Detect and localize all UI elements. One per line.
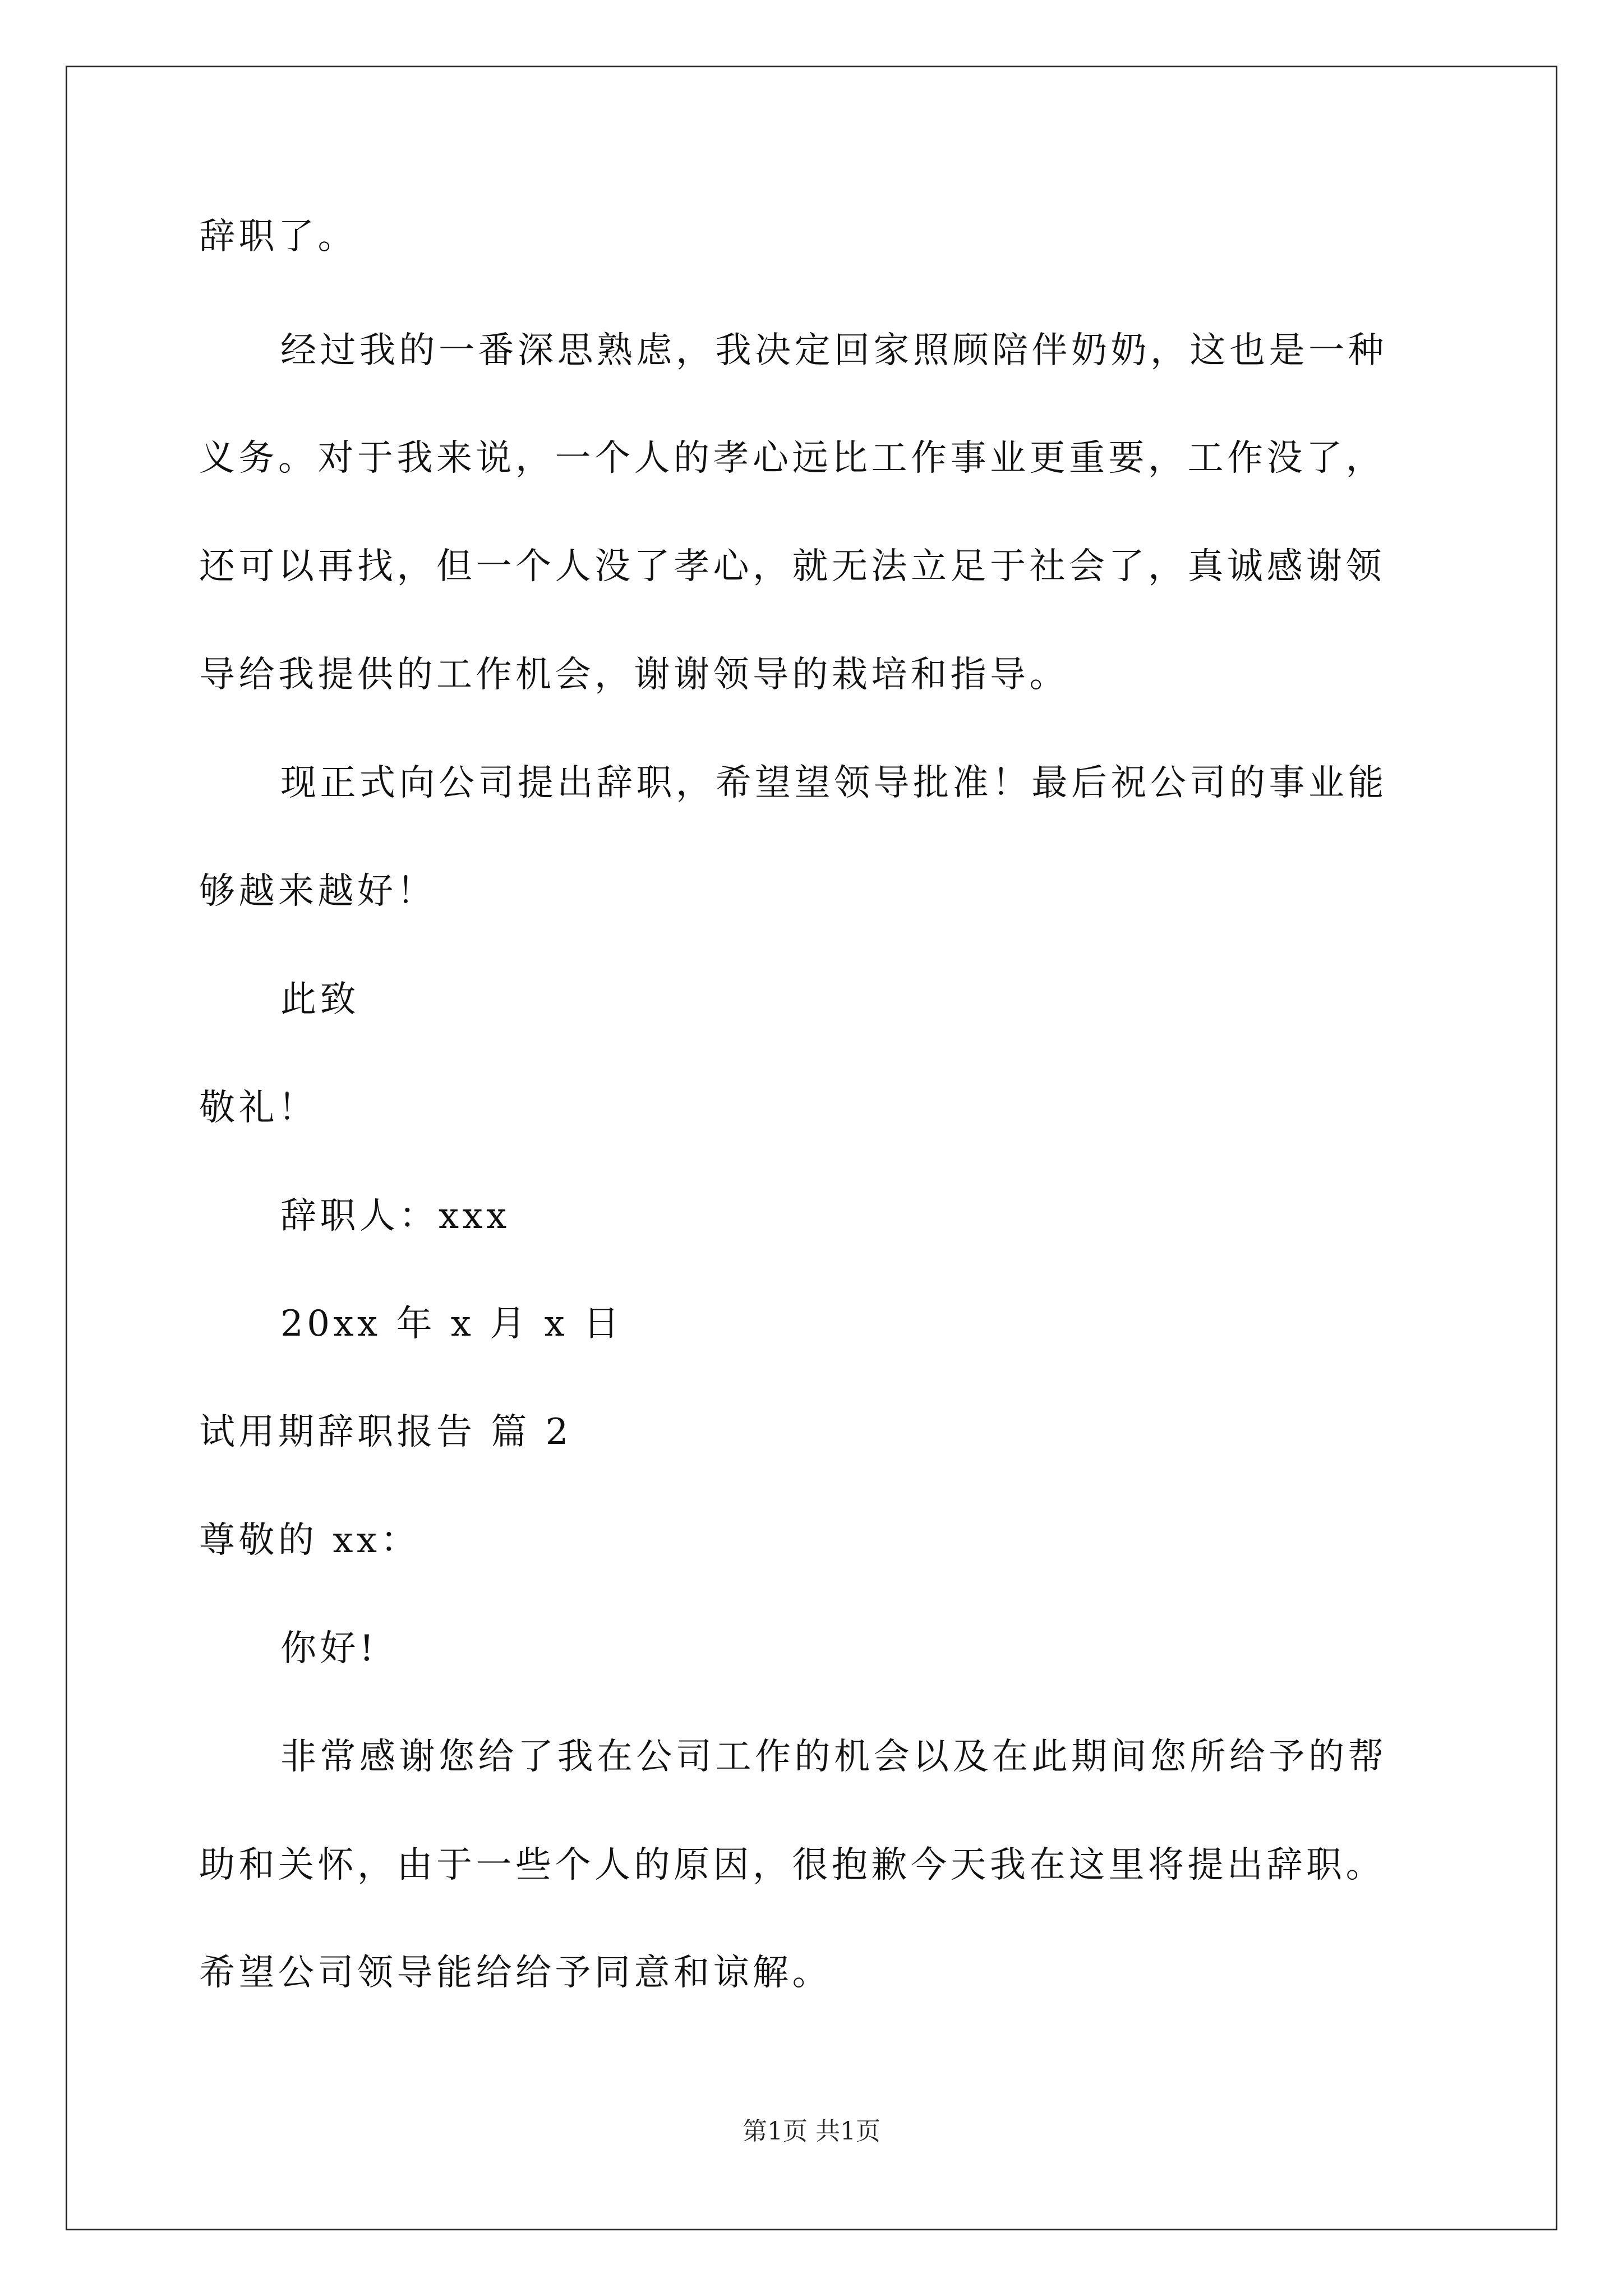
text-line-7: 够越来越好！: [199, 871, 436, 912]
page-border: [66, 66, 1557, 2230]
closing-respect: 敬礼！: [199, 1087, 318, 1129]
text-line-2: 经过我的一番深思熟虑，我决定回家照顾陪伴奶奶，这也是一种: [280, 330, 1387, 371]
text-line-4: 还可以再找，但一个人没了孝心，就无法立足于社会了，真诚感谢领: [199, 546, 1385, 587]
text-line-1: 辞职了。: [199, 216, 357, 257]
signature-line: 辞职人：xxx: [280, 1195, 510, 1237]
text-line-16: 助和关怀，由于一些个人的原因，很抱歉今天我在这里将提出辞职。: [199, 1844, 1385, 1886]
text-line-5: 导给我提供的工作机会，谢谢领导的栽培和指导。: [199, 654, 1069, 696]
date-line: 20xx 年 x 月 x 日: [280, 1303, 623, 1345]
text-line-15: 非常感谢您给了我在公司工作的机会以及在此期间您所给予的帮: [280, 1736, 1387, 1778]
section-heading: 试用期辞职报告 篇 2: [199, 1411, 572, 1453]
text-line-6: 现正式向公司提出辞职，希望望领导批准！最后祝公司的事业能: [280, 762, 1387, 804]
text-line-17: 希望公司领导能给给予同意和谅解。: [199, 1952, 832, 1994]
addressee-line: 尊敬的 xx：: [199, 1520, 421, 1561]
page-number: 第1页 共1页: [743, 2117, 880, 2146]
closing-salutation: 此致: [280, 979, 359, 1020]
text-line-3: 义务。对于我来说，一个人的孝心远比工作事业更重要，工作没了，: [199, 438, 1385, 479]
greeting-line: 你好!: [280, 1628, 378, 1669]
